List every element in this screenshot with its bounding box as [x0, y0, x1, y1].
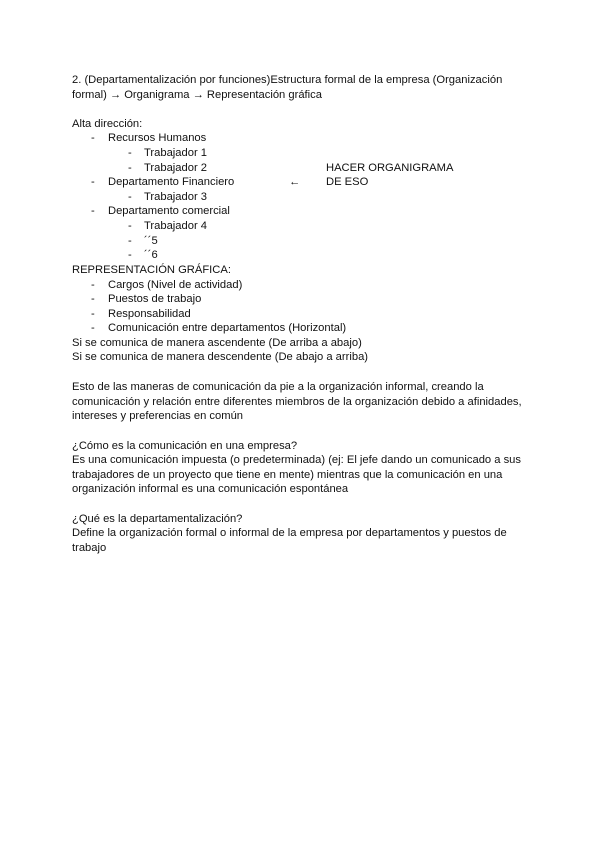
- alta-direccion-label: Alta dirección:: [72, 118, 143, 130]
- question-1: ¿Cómo es la comunicación en una empresa?: [72, 440, 298, 452]
- sub-item-5: ´´5: [144, 235, 158, 247]
- heading-line-1: 2. (Departamentalización por funciones)Estructura formal de la empresa (Organización: [72, 74, 503, 86]
- list-dash: -: [128, 249, 132, 261]
- answer-1-line-1: Es una comunicación impuesta (o predeterminada) (ej: El jefe dando un comunicado a sus: [72, 454, 521, 466]
- sub-item-trabajador-3: Trabajador 3: [144, 191, 208, 203]
- list-dash: -: [91, 205, 95, 217]
- rep-item-puestos: Puestos de trabajo: [108, 293, 202, 305]
- answer-2-line-2: trabajo: [72, 542, 107, 554]
- list-dash: -: [91, 308, 95, 320]
- list-item-departamento-financiero: Departamento Financiero: [108, 176, 235, 188]
- list-dash: -: [91, 279, 95, 291]
- representacion-title: REPRESENTACIÓN GRÁFICA:: [72, 264, 231, 276]
- sub-item-trabajador-1: Trabajador 1: [144, 147, 208, 159]
- list-dash: -: [91, 322, 95, 334]
- rep-line-descendente: Si se comunica de manera descendente (De abajo a arriba): [72, 351, 369, 363]
- list-item-recursos-humanos: Recursos Humanos: [108, 132, 207, 144]
- list-dash: -: [91, 293, 95, 305]
- paragraph-line-3: intereses y preferencias en común: [72, 410, 244, 422]
- paragraph-line-2: comunicación y relación entre diferentes miembros de la organización debido a afinidades,: [72, 396, 522, 408]
- rep-item-cargos: Cargos (Nivel de actividad): [108, 279, 243, 291]
- list-dash: -: [128, 162, 132, 174]
- list-dash: -: [128, 235, 132, 247]
- sub-item-trabajador-2: Trabajador 2: [144, 162, 208, 174]
- list-item-departamento-comercial: Departamento comercial: [108, 205, 230, 217]
- answer-1-line-2: trabajadores de un proyecto que tiene en mente) mientras que la comunicación en una: [72, 469, 503, 481]
- list-dash: -: [128, 191, 132, 203]
- list-dash: -: [128, 220, 132, 232]
- list-dash: -: [128, 147, 132, 159]
- list-dash: -: [91, 132, 95, 144]
- answer-2-line-1: Define la organización formal o informal de la empresa por departamentos y puestos de: [72, 527, 507, 539]
- question-2: ¿Qué es la departamentalización?: [72, 513, 243, 525]
- left-arrow-icon: ←: [289, 176, 301, 188]
- rep-line-ascendente: Si se comunica de manera ascendente (De arriba a abajo): [72, 337, 362, 349]
- paragraph-line-1: Esto de las maneras de comunicación da pie a la organización informal, creando la: [72, 381, 484, 393]
- note-line-1: HACER ORGANIGRAMA: [326, 162, 454, 174]
- list-dash: -: [91, 176, 95, 188]
- sub-item-6: ´´6: [144, 249, 158, 261]
- heading-line-2: formal) → Organigrama → Representación gráfica: [72, 89, 322, 101]
- rep-item-comunicacion: Comunicación entre departamentos (Horizontal): [108, 322, 347, 334]
- rep-item-responsabilidad: Responsabilidad: [108, 308, 191, 320]
- answer-1-line-3: organización informal es una comunicación espontánea: [72, 483, 349, 495]
- note-line-2: DE ESO: [326, 176, 369, 188]
- sub-item-trabajador-4: Trabajador 4: [144, 220, 208, 232]
